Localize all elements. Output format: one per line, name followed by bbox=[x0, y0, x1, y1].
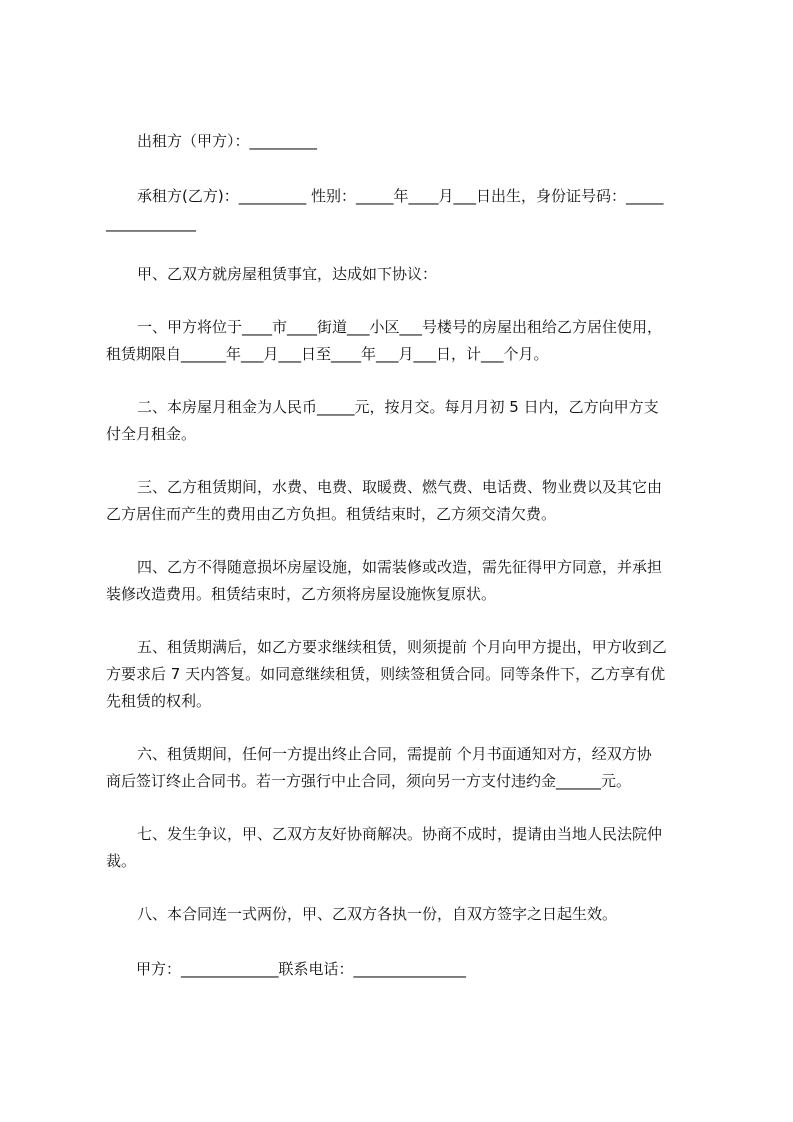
lessee-line-continuation: ____________ bbox=[106, 214, 196, 232]
clause-6-line-1: 六、租赁期间，任何一方提出终止合同，需提前 个月书面通知对方，经双方协 bbox=[137, 745, 652, 763]
clause-6-line-2: 商后签订终止合同书。若一方强行中止合同，须向另一方支付违约金______元。 bbox=[106, 772, 632, 790]
clause-7 bbox=[106, 821, 706, 875]
clause-5 bbox=[106, 634, 706, 715]
clause-6 bbox=[106, 741, 706, 795]
clause-3-line-2: 乙方居住而产生的费用由乙方负担。租赁结束时，乙方须交清欠费。 bbox=[106, 505, 557, 523]
lessee-line: 承租方(乙方)：_________ 性别：_____年____月___日出生，身份证号码：_____ bbox=[137, 187, 664, 205]
clause-7-line-1: 七、发生争议，甲、乙双方友好协商解决。协商不成时，提请由当地人民法院仲 bbox=[137, 825, 663, 843]
clause-1-line-2: 租赁期限自______年___月___日至____年___月___日，计___个月。 bbox=[106, 345, 549, 363]
clause-2-line-2: 付全月租金。 bbox=[106, 425, 197, 443]
lessor-line: 出租方（甲方）：_________ bbox=[137, 132, 318, 150]
clause-8 bbox=[106, 901, 706, 928]
clause-1 bbox=[106, 314, 706, 368]
agreement-intro: 甲、乙双方就房屋租赁事宜，达成如下协议： bbox=[137, 265, 438, 283]
clause-1-line-1: 一、甲方将位于____市____街道___小区___号楼号的房屋出租给乙方居住使用， bbox=[137, 318, 663, 336]
clause-4-line-1: 四、乙方不得随意损坏房屋设施，如需装修或改造，需先征得甲方同意，并承担 bbox=[137, 558, 663, 576]
clause-2 bbox=[106, 394, 706, 448]
clause-4-line-2: 装修改造费用。租赁结束时，乙方须将房屋设施恢复原状。 bbox=[106, 585, 497, 603]
clause-5-line-3: 先租赁的权利。 bbox=[106, 692, 212, 710]
clause-7-line-2: 裁。 bbox=[106, 852, 137, 870]
clause-4 bbox=[106, 554, 706, 608]
clause-5-line-2: 方要求后 7 天内答复。如同意继续租赁，则续签租赁合同。同等条件下，乙方享有优 bbox=[106, 665, 666, 683]
clause-2-line-1: 二、本房屋月租金为人民币_____元，按月交。每月月初 5 日内，乙方向甲方支 bbox=[137, 398, 659, 416]
clause-8-line-1: 八、本合同连一式两份，甲、乙双方各执一份，自双方签字之日起生效。 bbox=[137, 905, 618, 923]
clause-3 bbox=[106, 474, 706, 528]
clause-5-line-1: 五、租赁期满后，如乙方要求继续租赁，则须提前 个月向甲方提出，甲方收到乙 bbox=[137, 638, 667, 656]
clause-3-line-1: 三、乙方租赁期间，水费、电费、取暖费、燃气费、电话费、物业费以及其它由 bbox=[137, 478, 663, 496]
signature-line: 甲方：_____________联系电话：_______________ bbox=[136, 960, 467, 978]
